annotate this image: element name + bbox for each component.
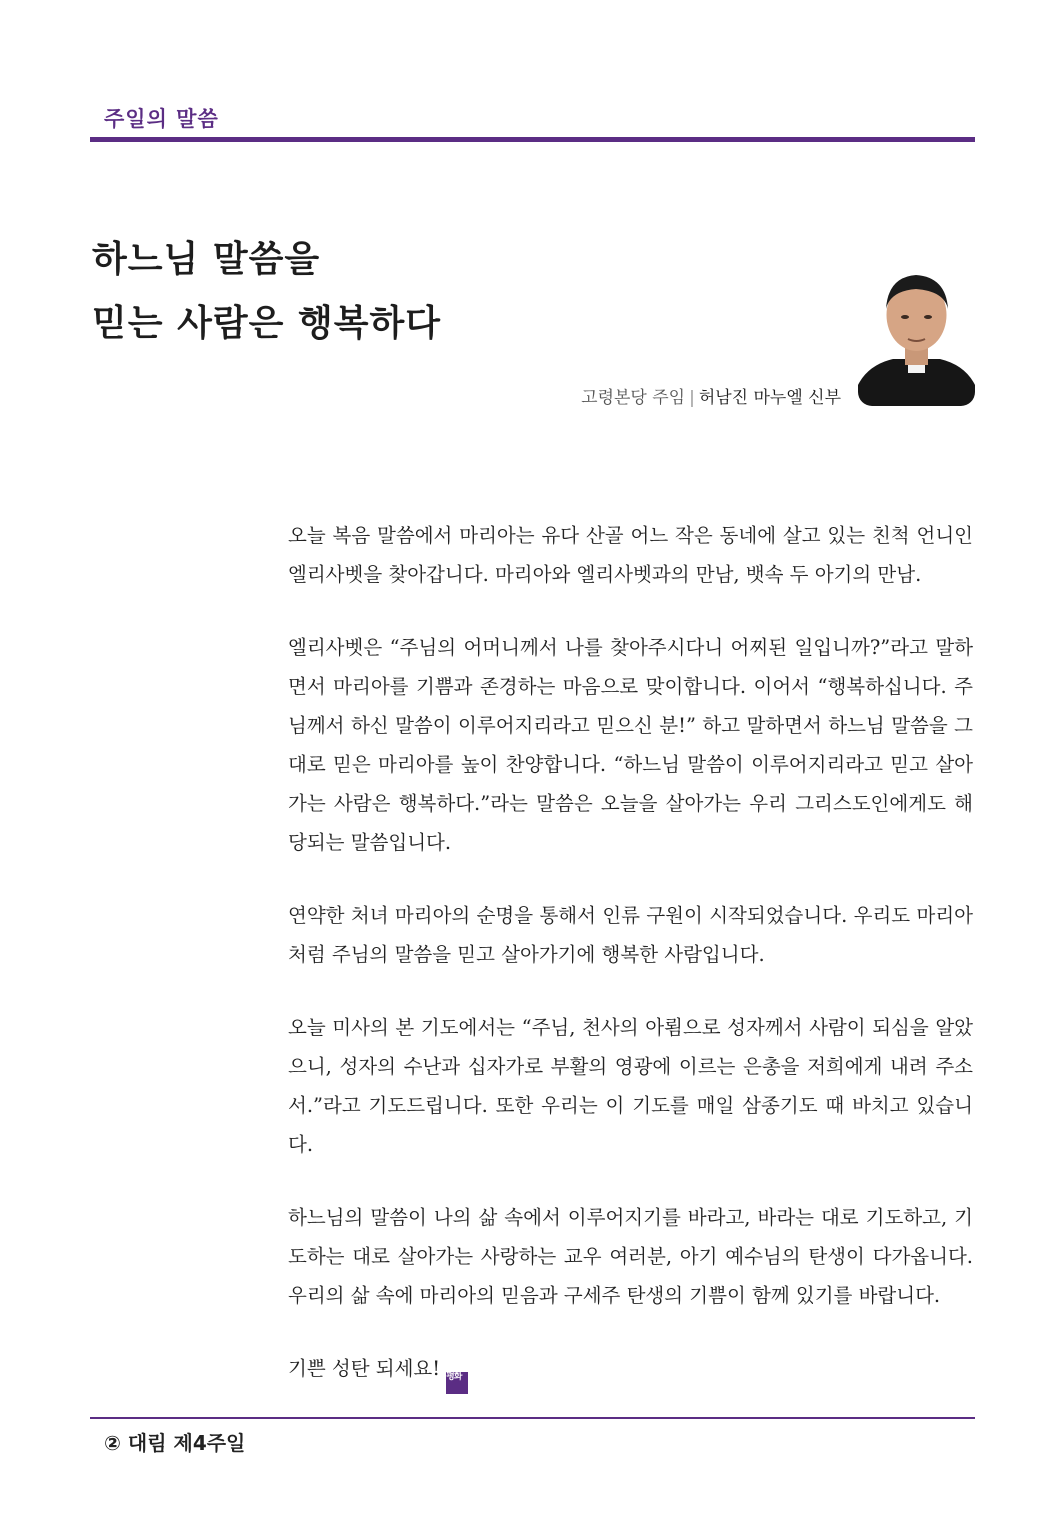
bottom-divider xyxy=(90,1417,975,1419)
author-byline xyxy=(581,383,841,408)
article-title-line-1: 하느님 말씀을 xyxy=(92,239,321,280)
body-paragraph: 연약한 처녀 마리아의 순명을 통해서 인류 구원이 시작되었습니다. 우리도 마리아처럼 주님의 말씀을 믿고 살아가기에 행복한 사람입니다. xyxy=(288,904,973,966)
body-paragraph: 하느님의 말씀이 나의 삶 속에서 이루어지기를 바라고, 바라는 대로 기도하고, 기도하는 대로 살아가는 사랑하는 교우 여러분, 아기 예수님의 탄생이 다가옵니다. 우리의 삶 속에 마리아의 믿음과 구세주 탄생의 기쁨이 함께 있기를 바랍니다. xyxy=(288,1206,973,1307)
end-mark-icon: 평화 xyxy=(446,1372,468,1394)
article-title-line-2: 믿는 사람은 행복하다 xyxy=(92,303,442,344)
section-title: 주일의 말씀 xyxy=(104,107,219,131)
page-footer: ② 대림 제4주일 xyxy=(104,1431,246,1455)
article-body xyxy=(288,516,973,1428)
author-portrait xyxy=(858,265,975,406)
author-separator: | xyxy=(689,388,695,408)
body-paragraph: 오늘 미사의 본 기도에서는 “주님, 천사의 아룀으로 성자께서 사람이 되심을 알았으니, 성자의 수난과 십자가로 부활의 영광에 이르는 은총을 저희에게 내려 주소서.”라고 기도드립니다. 또한 우리는 이 기도를 매일 삼종기도 때 바치고 있습니다. xyxy=(288,1016,973,1156)
body-paragraph: 엘리사벳은 “주님의 어머니께서 나를 찾아주시다니 어찌된 일입니까?”라고 말하면서 마리아를 기쁨과 존경하는 마음으로 맞이합니다. 이어서 “행복하십니다. 주님께서 하신 말씀이 이루어지리라고 믿으신 분!” 하고 말하면서 하느님 말씀을 그대로 믿은 마리아를 높이 찬양합니다. “하느님 말씀이 이루어지리라고 믿고 살아가는 사람은 행복하다.”라는 말씀은 오늘을 살아가는 우리 그리스도인에게도 해당되는 말씀입니다. xyxy=(288,636,973,854)
author-affiliation: 고령본당 주임 xyxy=(581,388,686,408)
closing-line xyxy=(288,1349,973,1394)
author-name: 허남진 마누엘 신부 xyxy=(698,388,841,408)
body-paragraph: 오늘 복음 말씀에서 마리아는 유다 산골 어느 작은 동네에 살고 있는 친척 언니인 엘리사벳을 찾아갑니다. 마리아와 엘리사벳과의 만남, 뱃속 두 아기의 만남. xyxy=(288,524,973,586)
article-title xyxy=(92,228,441,356)
closing-text: 기쁜 성탄 되세요! xyxy=(288,1357,441,1380)
top-divider xyxy=(90,137,975,142)
